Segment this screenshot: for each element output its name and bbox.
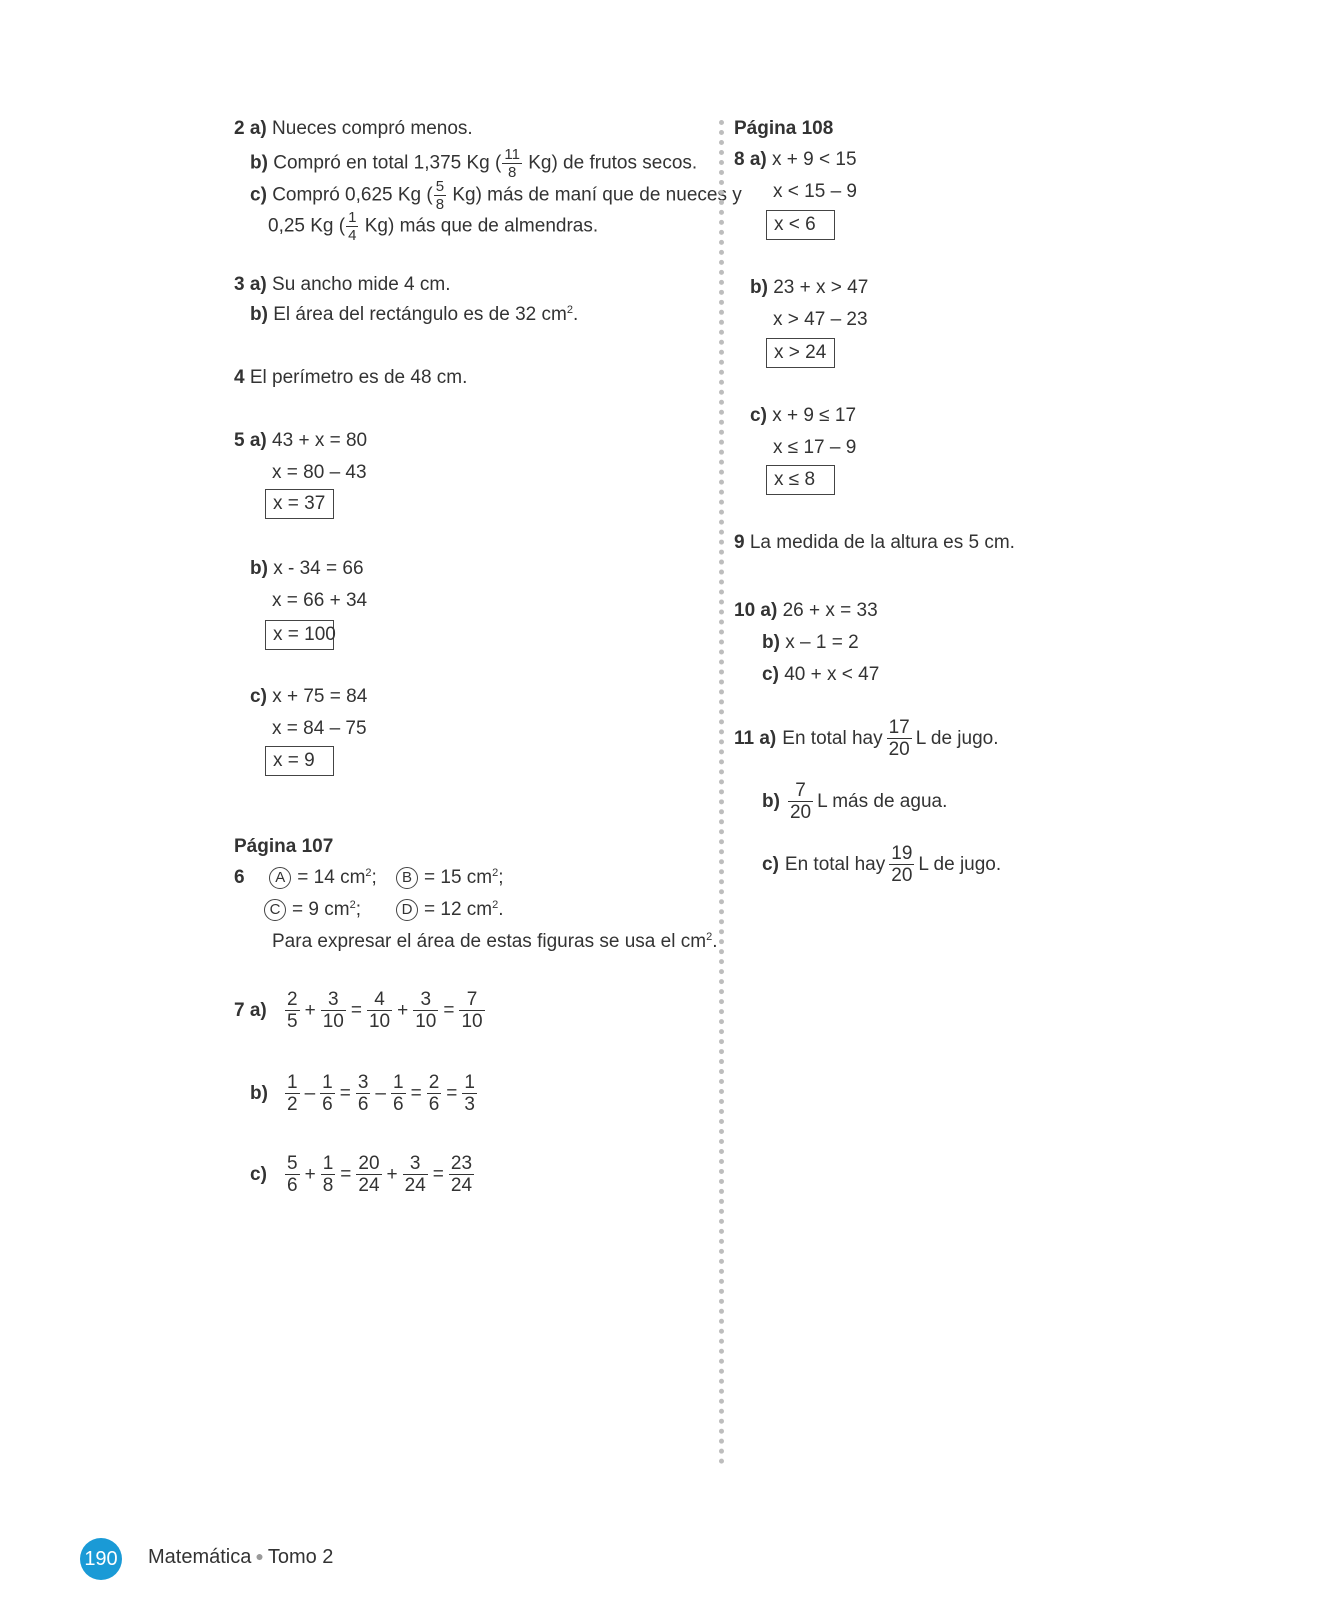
fraction-numerator: 7 (459, 990, 484, 1011)
fraction-denominator: 6 (393, 1094, 404, 1115)
fraction-numerator: 2 (428, 1072, 440, 1093)
q5a-line1 (234, 429, 367, 453)
q3a-line (234, 273, 451, 297)
fraction-denominator: 4 (348, 227, 357, 244)
q11c-post: L de jugo. (918, 853, 1002, 875)
fraction-numerator: 1 (393, 1072, 404, 1093)
q4-text: El perímetro es de 48 cm. (249, 367, 468, 388)
fraction (321, 1154, 336, 1195)
q11c-pre: En total hay (784, 853, 886, 875)
q2c-line2 (268, 210, 598, 243)
figure-c-marker: C (264, 899, 286, 921)
fraction (403, 1154, 428, 1195)
footer-subject: Matemática (148, 1546, 252, 1568)
q6-line1 (234, 866, 377, 890)
fraction (321, 990, 346, 1031)
q2a-line (234, 117, 473, 141)
q2c2-post: Kg) más que de almendras. (359, 215, 599, 237)
q10c-text: 40 + x < 47 (784, 664, 880, 685)
q5b-answer-box: x = 100 (265, 620, 334, 650)
fraction-denominator: 3 (464, 1094, 475, 1115)
q7a-equation (234, 990, 486, 1031)
fraction-numerator: 20 (358, 1153, 380, 1174)
q4-line (234, 366, 467, 390)
fraction-denominator: 8 (435, 196, 445, 213)
fraction-numerator: 19 (891, 843, 913, 864)
q5b-eq1: x - 34 = 66 (273, 558, 364, 579)
q6-d-sup: 2 (492, 899, 499, 911)
fraction (285, 1154, 300, 1195)
fraction (285, 990, 300, 1031)
q7b-equation (250, 1073, 478, 1114)
q5c-eq2: x = 84 – 75 (272, 718, 367, 739)
q7a-label: 7 a) (234, 999, 267, 1021)
fraction-denominator: 20 (888, 739, 910, 760)
fraction-numerator: 1 (322, 1072, 333, 1093)
q11b-post: L más de agua. (817, 790, 948, 812)
q11a-pre: En total hay (782, 727, 883, 749)
q11b-label: b) (762, 790, 780, 812)
fraction-numerator: 17 (888, 717, 910, 738)
q5b-line1 (250, 557, 364, 581)
fraction (356, 1073, 371, 1114)
q6-d-item (396, 898, 504, 922)
fraction-denominator: 24 (404, 1175, 426, 1196)
q6-b-text: = 15 cm (424, 867, 493, 888)
figure-b-marker: B (396, 867, 418, 889)
q6-b-sup: 2 (492, 867, 499, 879)
q8a-eq1: x + 9 < 15 (772, 149, 857, 170)
fraction-numerator: 1 (287, 1072, 298, 1093)
q4-label: 4 (234, 367, 245, 388)
q10c-label: c) (762, 664, 779, 685)
q6-d-text: = 12 cm (424, 899, 493, 920)
bullet-dot-icon: ● (255, 1548, 264, 1564)
fraction-denominator: 24 (358, 1175, 380, 1196)
footer-volume: Tomo 2 (267, 1546, 334, 1568)
q5c-label: c) (250, 686, 267, 707)
q2c-post: Kg) más de maní que de nueces y (447, 184, 742, 206)
q6-d-end: . (498, 899, 504, 920)
q2c-pre: Compró 0,625 Kg ( (272, 184, 433, 206)
q2b-label: b) (250, 152, 268, 174)
q3a-text: Su ancho mide 4 cm. (272, 274, 451, 295)
operator: – (304, 1082, 316, 1104)
fraction (889, 844, 914, 885)
figure-d-marker: D (396, 899, 418, 921)
fraction-numerator: 1 (464, 1072, 475, 1093)
fraction-numerator: 2 (287, 989, 298, 1010)
fraction (427, 1073, 442, 1114)
q2c-line (250, 179, 742, 212)
q3b-text: El área del rectángulo es de 32 cm (273, 304, 567, 325)
q5b-eq2: x = 66 + 34 (272, 590, 368, 611)
fraction-numerator: 3 (321, 990, 346, 1011)
operator: + (397, 999, 409, 1021)
q5a-answer-box: x = 37 (265, 489, 334, 519)
q3b-end: . (572, 304, 579, 325)
q8a-answer-box: x < 6 (766, 210, 835, 240)
fraction-denominator: 10 (322, 1011, 344, 1032)
q8b-eq1: 23 + x > 47 (773, 277, 869, 298)
operator: = (339, 1082, 351, 1104)
q6-c-text: = 9 cm (292, 899, 350, 920)
q8c-label: c) (750, 405, 767, 426)
q8b-answer-box: x > 24 (766, 338, 835, 368)
q3b-sup: 2 (566, 304, 573, 316)
q8a-label: 8 a) (734, 149, 767, 170)
q11a-label: 11 a) (734, 727, 777, 749)
fraction (391, 1073, 406, 1114)
fraction-numerator: 3 (413, 990, 438, 1011)
q10c-line (762, 663, 879, 687)
q6-c-end: ; (355, 899, 361, 920)
operator: = (410, 1082, 422, 1104)
fraction-numerator: 11 (504, 146, 520, 163)
fraction-denominator: 6 (357, 1094, 369, 1115)
q10a-text: 26 + x = 33 (782, 600, 878, 621)
q8a-line1 (734, 148, 857, 172)
fraction-denominator: 10 (368, 1011, 391, 1032)
q2c2-pre: 0,25 Kg ( (268, 215, 346, 237)
fraction-denominator: 5 (287, 1011, 298, 1032)
q5c-eq1: x + 75 = 84 (272, 686, 368, 707)
fraction-numerator: 1 (322, 1153, 334, 1174)
fraction-denominator: 10 (415, 1011, 437, 1032)
q5b-label: b) (250, 558, 268, 579)
q2c-fraction (434, 179, 446, 212)
page-107-heading: Página 107 (234, 836, 334, 857)
fraction (320, 1073, 335, 1114)
column-divider (719, 120, 724, 1465)
q8a-eq2: x < 15 – 9 (773, 181, 857, 202)
fraction (887, 718, 912, 759)
q2c-label: c) (250, 184, 267, 206)
q8b-label: b) (750, 277, 768, 298)
q11c-line (762, 844, 1001, 885)
q10a-line (734, 599, 878, 623)
q8c-line1 (750, 404, 856, 428)
q3a-label: 3 a) (234, 274, 267, 295)
fraction-denominator: 6 (428, 1094, 440, 1115)
operator: + (304, 1163, 316, 1185)
fraction-numerator: 3 (357, 1072, 369, 1093)
operator: = (350, 999, 362, 1021)
q7c-equation (250, 1154, 475, 1195)
q5a-eq2: x = 80 – 43 (272, 462, 367, 483)
q8c-answer-box: x ≤ 8 (766, 465, 835, 495)
fraction-denominator: 20 (789, 802, 812, 823)
fraction-denominator: 8 (507, 164, 517, 181)
fraction-numerator: 5 (435, 178, 445, 195)
footer-title (148, 1546, 333, 1569)
operator: = (446, 1082, 458, 1104)
fraction (449, 1154, 474, 1195)
fraction-denominator: 6 (287, 1175, 298, 1196)
fraction (462, 1073, 477, 1114)
fraction-denominator: 20 (891, 865, 913, 886)
operator: = (340, 1163, 352, 1185)
q10b-line (762, 631, 859, 655)
operator: = (443, 999, 455, 1021)
fraction-numerator: 3 (403, 1154, 428, 1175)
fraction (413, 990, 438, 1031)
q8c-eq1: x + 9 ≤ 17 (772, 405, 857, 426)
q2a-text: Nueces compró menos. (272, 118, 473, 139)
fraction-numerator: 23 (450, 1153, 473, 1174)
fraction-denominator: 6 (322, 1094, 333, 1115)
fraction-numerator: 5 (287, 1153, 298, 1174)
q5c-answer-box: x = 9 (265, 746, 334, 776)
fraction (459, 990, 484, 1031)
q2b-line (250, 147, 697, 180)
operator: + (386, 1163, 398, 1185)
q6-b-end: ; (498, 867, 504, 888)
operator: – (375, 1082, 386, 1104)
q11b-line (762, 781, 947, 822)
q3b-label: b) (250, 304, 268, 325)
q3b-line (250, 303, 578, 327)
q2a-label: 2 a) (234, 118, 267, 139)
q11c-label: c) (762, 853, 779, 875)
page-108-heading: Página 108 (734, 118, 834, 139)
q8c-eq2: x ≤ 17 – 9 (773, 437, 857, 458)
fraction (788, 781, 813, 822)
fraction-denominator: 8 (322, 1175, 334, 1196)
q6-c-sup: 2 (349, 899, 356, 911)
q6-note-sup: 2 (706, 931, 713, 943)
q7c-label: c) (250, 1163, 267, 1185)
page-number-badge: 190 (80, 1538, 122, 1580)
operator: + (304, 999, 316, 1021)
q9-text: La medida de la altura es 5 cm. (749, 532, 1015, 553)
q11a-post: L de jugo. (915, 727, 999, 749)
q6-a-sup: 2 (365, 867, 372, 879)
fraction-numerator: 7 (788, 781, 813, 802)
q5a-label: 5 a) (234, 430, 267, 451)
q5a-eq1: 43 + x = 80 (272, 430, 368, 451)
q6-label: 6 (234, 867, 245, 888)
q9-label: 9 (734, 532, 745, 553)
fraction-denominator: 10 (461, 1011, 483, 1032)
q2b-pre: Compró en total 1,375 Kg ( (273, 152, 502, 174)
operator: = (432, 1163, 444, 1185)
q8b-line1 (750, 276, 868, 300)
q10b-text: x – 1 = 2 (785, 632, 859, 653)
fraction (356, 1154, 381, 1195)
q10a-label: 10 a) (734, 600, 778, 621)
fraction-numerator: 4 (367, 990, 392, 1011)
fraction (285, 1073, 300, 1114)
q2b-post: Kg) de frutos secos. (522, 152, 698, 174)
q6-c-item (264, 898, 361, 922)
q7b-label: b) (250, 1082, 268, 1104)
fraction (367, 990, 392, 1031)
q6-note-text: Para expresar el área de estas figuras se usa el cm (272, 931, 707, 952)
q6-note-end: . (712, 931, 718, 952)
fraction-numerator: 1 (348, 209, 357, 226)
q6-a-text: = 14 cm (297, 867, 366, 888)
q2b-fraction (502, 147, 522, 180)
q9-line (734, 531, 1015, 555)
q2c2-fraction (346, 210, 358, 243)
q11a-line (734, 718, 999, 759)
q10b-label: b) (762, 632, 780, 653)
q8b-eq2: x > 47 – 23 (773, 309, 868, 330)
q5c-line1 (250, 685, 367, 709)
fraction-denominator: 2 (287, 1094, 298, 1115)
figure-a-marker: A (269, 867, 291, 889)
q6-note (272, 930, 717, 954)
q6-a-end: ; (371, 867, 377, 888)
fraction-denominator: 24 (450, 1175, 473, 1196)
q6-b-item (396, 866, 504, 890)
